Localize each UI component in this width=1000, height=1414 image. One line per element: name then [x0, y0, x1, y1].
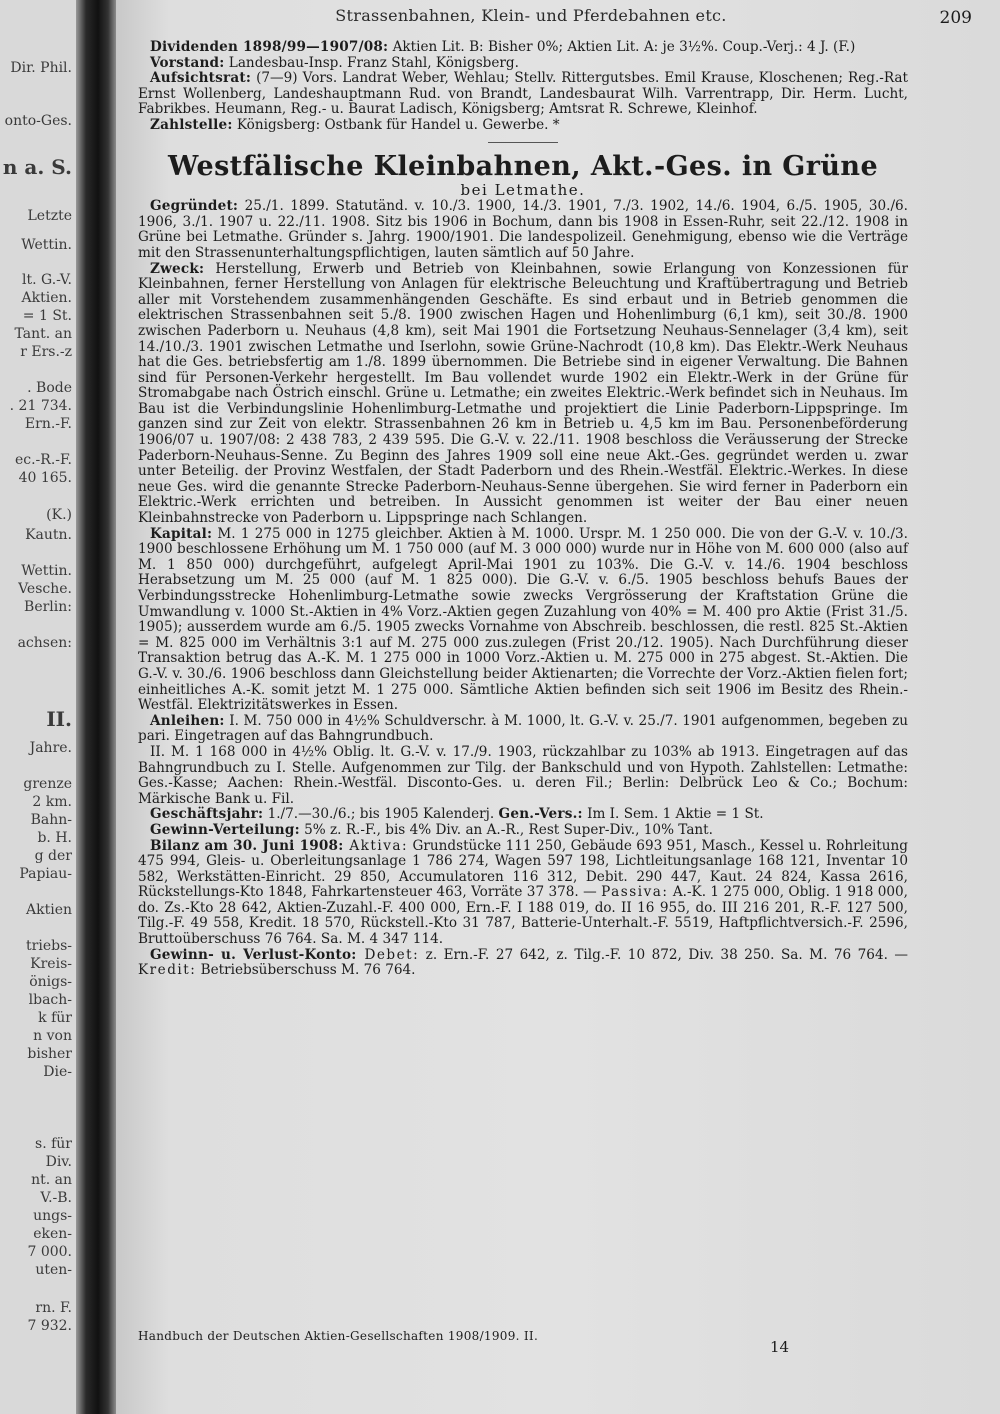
left-page-line: 2 km.: [32, 794, 72, 810]
company-subtitle: bei Letmathe.: [460, 180, 586, 199]
kapital-label: Kapital:: [150, 525, 213, 542]
left-page-line: n von: [33, 1028, 72, 1044]
left-page-line: ec.-R.-F.: [14, 452, 72, 468]
left-page-line: . Bode: [27, 380, 72, 396]
left-page-line: 7 932.: [27, 1318, 72, 1334]
zweck-label: Zweck:: [150, 260, 205, 277]
zahlstelle-label: Zahlstelle:: [150, 116, 233, 133]
left-page-line: Kautn.: [25, 527, 72, 543]
anleihen-2-text: II. M. 1 168 000 in 4½% Oblig. lt. G.-V. v. 17./9. 1903, rückzahlbar zu 103% ab 1913. Eingetragen auf das Bahngrundbuch zu I. Stelle. Aufgenommen zur Tilg. der Bankschuld und von Hypoth. Zahlstellen: Letmathe: Ges.-Kasse; Aachen: Rhein.-Westfäl. Disconto-Ges. u. deren Fil.; Berlin: Delbrück Leo & Co.; Bochum: Märkische Bank u. Fil.: [138, 743, 908, 807]
page-number: 209: [939, 8, 972, 28]
anleihen-text: I. M. 750 000 in 4½% Schuldverschr. à M. 1000, lt. G.-V. v. 25./7. 1901 aufgenommen, begeben zu pari. Eingetragen auf das Bahngrundbuch.: [138, 712, 908, 745]
bilanz-aktiva-label: Aktiva:: [343, 837, 409, 854]
dividenden-paragraph: [138, 40, 908, 56]
left-page-line: b. H.: [37, 830, 72, 846]
company-title: Westfälische Kleinbahnen, Akt.-Ges. in Grüne: [167, 150, 879, 182]
left-page-line: Vesche.: [18, 581, 72, 597]
aufsichtsrat-paragraph: [138, 71, 908, 118]
left-page-line: triebs-: [26, 938, 72, 954]
zweck-paragraph: [138, 262, 908, 527]
left-page-line: Wettin.: [21, 237, 72, 253]
zahlstelle-text: Königsberg: Ostbank für Handel u. Gewerbe. *: [232, 116, 560, 133]
vorstand-label: Vorstand:: [150, 54, 225, 71]
left-page-line: (K.): [46, 507, 72, 523]
bilanz-label: Bilanz am 30. Juni 1908:: [150, 837, 344, 854]
running-head: Strassenbahnen, Klein- und Pferdebahnen etc.: [335, 6, 727, 25]
zweck-text: Herstellung, Erwerb und Betrieb von Kleinbahnen, sowie Erlangung von Konzessionen für Kleinbahnen, ferner Herstellung von Anlagen für elektrische Beleuchtung und Kraftübertragung und Betrieb aller mit Vorstehendem zusammenhängenden Geschäfte. Es sind erbaut und in Betrieb genommen die elektrischen Strassenbahnen seit 5./8. 1900 zwischen Hagen und Hohenlimburg (6,1 km), seit 30./8. 1900 zwischen Paderborn u. Neuhaus (4,8 km), seit Mai 1901 die Fortsetzung Neuhaus-Sennelager (3,4 km), seit 14./10./3. 1901 zwischen Letmathe und Iserlohn, sowie Grüne-Nachrodt (10,8 km). Das Elektr.-Werk Neuhaus hat die Ges. betriebsfertig am 1./8. 1899 übernommen. Die Betriebe sind in eigener Verwaltung. Die Bahnen sind für Personen-Verkehr hergestellt. Im Bau vollendet wurde 1902 ein Elektr.-Werk in der Grüne für Stromabgabe nach Östrich einschl. Grüne u. Letmathe; ein zweites Elektric.-Werk befindet sich in Neuhaus. Im Bau ist die Verbindungslinie Hohenlimburg-Letmathe und projektiert die Linie Paderborn-Lippspringe. Im ganzen sind zur Zeit von elektr. Strassenbahnen 26 km in Betrieb u. 4,5 km im Bau. Personenbeförderung 1906/07 u. 1907/08: 2 438 783, 2 439 595. Die G.-V. v. 22./11. 1908 beschloss die Veräusserung der Strecke Paderborn-Neuhaus-Senne. Zu Beginn des Jahres 1909 soll eine neue Akt.-Ges. gegründet werden u. zwar unter Beteilig. der Provinz Westfalen, der Stadt Paderborn und des Rhein.-Westfäl. Elektric.-Werkes. In diese neue Ges. wird die genannte Strecke Paderborn-Neuhaus-Senne übergehen. Sie wird ferner in Paderborn ein Elektric.-Werk errichten und betreiben. In Aussicht genommen ist weiter der Bau einer neuen Kleinbahnstrecke von Paderborn u. Lippspringe nach Schlangen.: [138, 260, 908, 527]
geschaeftsjahr-label: Geschäftsjahr:: [150, 806, 264, 823]
guv-debet-label: Debet:: [356, 946, 420, 963]
gewinn-verteilung-text: 5% z. R.-F., bis 4% Div. an A.-R., Rest Super-Div., 10% Tant.: [299, 821, 713, 838]
left-page-line: V.-B.: [40, 1190, 72, 1206]
guv-kredit-text: Betriebsüberschuss M. 76 764.: [196, 962, 416, 979]
gegruendet-label: Gegründet:: [150, 198, 239, 215]
left-page-line: uten-: [35, 1262, 72, 1278]
gewinn-verteilung-paragraph: [138, 823, 908, 839]
left-page-line: k für: [38, 1010, 72, 1026]
page-text: [138, 40, 908, 979]
sheet-signature: 14: [770, 1338, 790, 1356]
left-page-line: Bahn-: [30, 812, 72, 828]
book-gutter: [76, 0, 116, 1414]
anleihen-paragraph: [138, 714, 908, 745]
aufsichtsrat-text: (7—9) Vors. Landrat Weber, Wehlau; Stellv. Rittergutsbes. Emil Krause, Kloschenen; Reg.-Rat Ernst Wollenberg, Landeshauptmann Rud. von Brandt, Landesbaurat Wilh. Varrentrapp, Dir. Herm. Lucht, Fabrikbes. Heumann, Reg.- u. Baurat Ladisch, Königsberg; Amtsrat R. Schrewe, Kleinhof.: [138, 70, 908, 118]
guv-paragraph: [138, 948, 908, 979]
left-page-line: = 1 St.: [22, 308, 72, 324]
left-page-line: n a. S.: [2, 155, 72, 179]
left-page-line: . 21 734.: [9, 398, 72, 414]
left-page-line: Kreis-: [30, 956, 72, 972]
left-page-line: 40 165.: [18, 470, 72, 486]
aufsichtsrat-label: Aufsichtsrat:: [150, 70, 252, 87]
left-page-line: Aktien: [26, 902, 72, 918]
bilanz-passiva-text: A.-K. 1 275 000, Oblig. 1 918 000, do. Zs.-Kto 28 642, Aktien-Zuzahl.-F. 400 000, Ern.-F. I 188 019, do. II 16 955, do. III 216 201, R.-F. 127 500, Tilg.-F. 49 558, Kredit. 18 570, Rückstell.-Kto 31 787, Batterie-Unterhalt.-F. 5519, Haftpflichtversich.-F. 2596, Bruttoüberschuss 76 764. Sa. M. 4 347 114.: [138, 884, 908, 948]
left-page-line: achsen:: [17, 635, 72, 651]
gen-vers-label: Gen.-Vers.:: [498, 806, 583, 823]
gen-vers-text: Im I. Sem. 1 Aktie = 1 St.: [582, 806, 764, 823]
book-page: [116, 0, 1000, 1414]
left-page-line: 7 000.: [27, 1244, 72, 1260]
left-page-line: II.: [46, 707, 72, 731]
previous-page-margin: [0, 0, 76, 1414]
anleihen-2-paragraph: [138, 745, 908, 807]
anleihen-label: Anleihen:: [150, 712, 225, 729]
footer-imprint: Handbuch der Deutschen Aktien-Gesellschaften 1908/1909. II.: [138, 1329, 539, 1343]
left-page-line: r Ers.-z: [20, 344, 72, 360]
left-page-line: önigs-: [29, 974, 72, 990]
left-page-line: Jahre.: [29, 740, 72, 756]
left-page-line: s. für: [35, 1136, 72, 1152]
left-page-line: Papiau-: [19, 866, 72, 882]
left-page-line: Die-: [43, 1064, 72, 1080]
geschaeftsjahr-text: 1./7.—30./6.; bis 1905 Kalenderj.: [263, 806, 499, 823]
left-page-line: grenze: [23, 776, 72, 792]
dividenden-label: Dividenden 1898/99—1907/08:: [150, 39, 389, 55]
kapital-text: M. 1 275 000 in 1275 gleichber. Aktien à M. 1000. Urspr. M. 1 250 000. Die von der G.-V. v. 10./3. 1900 beschlossene Erhöhung um M. 1 750 000 (auf M. 3 000 000) wurde nur in Höhe von M. 600 000 (also auf M. 1 850 000) durchgeführt, aufgelegt April-Mai 1901 zu 103%. Die G.-V. v. 14./6. 1904 beschloss Herabsetzung um M. 25 000 (auf M. 1 825 000). Die G.-V. v. 6./5. 1905 beschloss behufs Baues der Verbindungsstrecke Hohenlimburg-Letmathe sowie zwecks Vergrösserung der Kraftstation Grüne die Umwandlung v. 1000 St.-Aktien in 4% Vorz.-Aktien gegen Zuzahlung von 40% = M. 400 pro Aktie (Frist 31./5. 1905); ausserdem wurde am 6./5. 1905 zwecks Vornahme von Abschreib. beschlossen, die restl. 825 St.-Aktien = M. 825 000 im Verhältnis 3:1 auf M. 275 000 zus.zulegen (Frist 20./12. 1905). Nach Durchführung dieser Transaktion betrug das A.-K. M. 1 275 000 in 1000 Vorz.-Aktien u. M. 275 000 in 275 abgest. St.-Aktien. Die G.-V. v. 30./6. 1906 beschloss dann Gleichstellung beider Aktienarten; die Vorrechte der Vorz.-Aktien fielen fort; einheitliches A.-K. somit jetzt M. 1 275 000. Sämtliche Aktien befinden sich seit 1906 im Besitz des Rhein.-Westfäl. Elektrizitätswerkes in Essen.: [138, 525, 908, 714]
left-page-line: Tant. an: [14, 326, 72, 342]
zahlstelle-paragraph: [138, 118, 908, 134]
kapital-paragraph: [138, 527, 908, 714]
left-page-line: lt. G.-V.: [22, 272, 72, 288]
dividenden-text: Aktien Lit. B: Bisher 0%; Aktien Lit. A: je 3½%. Coup.-Verj.: 4 J. (F.): [388, 39, 856, 55]
left-page-line: Wettin.: [21, 563, 72, 579]
left-page-line: bisher: [27, 1046, 72, 1062]
guv-kredit-label: Kredit:: [138, 962, 197, 979]
gegruendet-text: 25./1. 1899. Statutänd. v. 10./3. 1900, 14./3. 1901, 7./3. 1902, 14./6. 1904, 6./5. 1905, 30./6. 1906, 3./1. 1907 u. 22./11. 1908. Sitz bis 1906 in Bochum, dann bis 1908 in Essen-Ruhr, seit 22./12. 1908 in Grüne bei Letmathe. Gründer s. Jahrg. 1900/1901. Die landespolizeil. Genehmigung, ebenso wie die Verträge mit den Strassenunterhaltungspflichtigen, lauten sämtlich auf 50 Jahre.: [138, 198, 908, 261]
left-page-line: Div.: [45, 1154, 72, 1170]
left-page-line: Ern.-F.: [24, 416, 72, 432]
guv-debet-text: z. Ern.-F. 27 642, z. Tilg.-F. 10 872, Div. 38 250. Sa. M. 76 764. —: [419, 946, 908, 963]
guv-label: Gewinn- u. Verlust-Konto:: [150, 946, 357, 963]
left-page-line: onto-Ges.: [4, 113, 72, 129]
left-page-line: Dir. Phil.: [10, 60, 72, 76]
left-page-line: Aktien.: [21, 290, 72, 306]
left-page-line: ungs-: [33, 1208, 72, 1224]
left-page-line: Berlin:: [24, 599, 72, 615]
left-page-line: Letzte: [27, 208, 72, 224]
gewinn-verteilung-label: Gewinn-Verteilung:: [150, 821, 300, 838]
bilanz-paragraph: [138, 839, 908, 948]
vorstand-text: Landesbau-Insp. Franz Stahl, Königsberg.: [224, 54, 519, 71]
left-page-line: lbach-: [28, 992, 72, 1008]
left-page-line: nt. an: [31, 1172, 72, 1188]
geschaeftsjahr-paragraph: [138, 807, 908, 823]
entry-divider: [488, 142, 558, 143]
bilanz-aktiva-text: Grundstücke 111 250, Gebäude 693 951, Masch., Kessel u. Rohrleitung 475 994, Gleis- u. Oberleitungsanlage 1 786 274, Wagen 597 198, Lichtleitungsanlage 168 121, Inventar 10 582, Werkstätten-Einricht. 29 850, Accumulatoren 116 312, Debit. 290 447, Kaut. 24 824, Kassa 2616, Rückstellungs-Kto 1848, Fahrkartensteuer 463, Vorräte 37 378. —: [138, 837, 908, 901]
left-page-line: eken-: [33, 1226, 72, 1242]
bilanz-passiva-label: Passiva:: [601, 884, 669, 901]
vorstand-paragraph: [138, 56, 908, 72]
left-page-line: g der: [34, 848, 72, 864]
gegruendet-paragraph: [138, 199, 908, 261]
left-page-line: rn. F.: [35, 1300, 72, 1316]
